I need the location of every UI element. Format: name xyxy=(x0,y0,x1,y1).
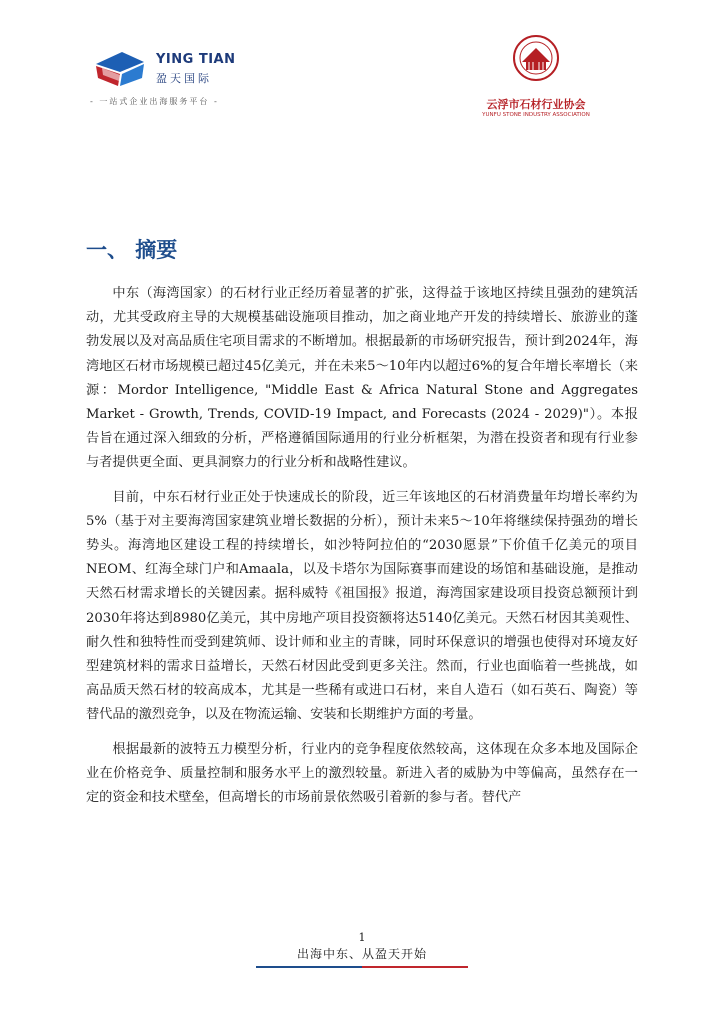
association-seal-icon xyxy=(512,34,560,82)
paragraph-2: 目前，中东石材行业正处于快速成长的阶段，近三年该地区的石材消费量年均增长率约为5%（基于对主要海湾国家建筑业增长数据的分析），预计未来5～10年将继续保持强劲的增长势头。海湾地区建设工程的持续增长，如沙特阿拉伯的“2030愿景”下价值千亿美元的项目NEOM、红海全球门户和Amaala，以及卡塔尔为国际赛事而建设的场馆和基础设施，是推动天然石材需求增长的关键因素。据科威特《祖国报》报道，海湾国家建设项目投资总额预计到2030年将达到8980亿美元，其中房地产项目投资额将达5140亿美元。天然石材因其美观性、耐久性和独特性而受到建筑师、设计师和业主的青睐，同时环保意识的增强也使得对环境友好型建筑材料的需求日益增长，天然石材因此受到更多关注。然而，行业也面临着一些挑战，如高品质天然石材的较高成本，尤其是一些稀有或进口石材，来自人造石（如石英石、陶瓷）等替代品的激烈竞争，以及在物流运输、安装和长期维护方面的考量。 xyxy=(86,489,638,723)
association-name-en: YUNFU STONE INDUSTRY ASSOCIATION xyxy=(482,112,590,118)
brand-name-en: YING TIAN xyxy=(156,52,236,67)
page-number: 1 xyxy=(358,931,366,944)
brand-name-cn: 盈天国际 xyxy=(156,72,212,85)
body-text xyxy=(86,282,638,820)
brand-slogan: - 一站式企业出海服务平台 - xyxy=(90,97,219,106)
paragraph-3: 根据最新的波特五力模型分析，行业内的竞争程度依然较高，这体现在众多本地及国际企业在价格竞争、质量控制和服务水平上的激烈较量。新进入者的威胁为中等偏高，虽然存在一定的资金和技术壁垒，但高增长的市场前景依然吸引着新的参与者。替代产 xyxy=(86,741,638,806)
paragraph-1: 中东（海湾国家）的石材行业正经历着显著的扩张，这得益于该地区持续且强劲的建筑活动，尤其受政府主导的大规模基础设施项目推动，加之商业地产开发的持续增长、旅游业的蓬勃发展以及对高品质住宅项目需求的不断增加。根据最新的市场研究报告，预计到2024年，海湾地区石材市场规模已超过45亿美元，并在未来5～10年内以超过6%的复合年增长率增长（来源：Mordor Intelligence, "Middle East & Africa Natural Stone and Aggregates Market - Growth, Trends, COVID-19 Impact, and Forecasts (2024 - 2029)"）。本报告旨在通过深入细致的分析，严格遵循国际通用的行业分析框架，为潜在投资者和现有行业参与者提供更全面、更具洞察力的行业分析和战略性建议。 xyxy=(86,286,638,471)
ying-tian-emblem-icon xyxy=(92,48,148,88)
ying-tian-logo xyxy=(92,44,262,114)
section-title: 一、 摘要 xyxy=(86,238,178,262)
page-header xyxy=(0,0,724,130)
footer-slogan: 出海中东、从盈天开始 xyxy=(296,947,427,961)
footer-divider xyxy=(256,966,468,968)
association-name-cn: 云浮市石材行业协会 xyxy=(486,98,586,111)
association-logo xyxy=(472,34,612,124)
